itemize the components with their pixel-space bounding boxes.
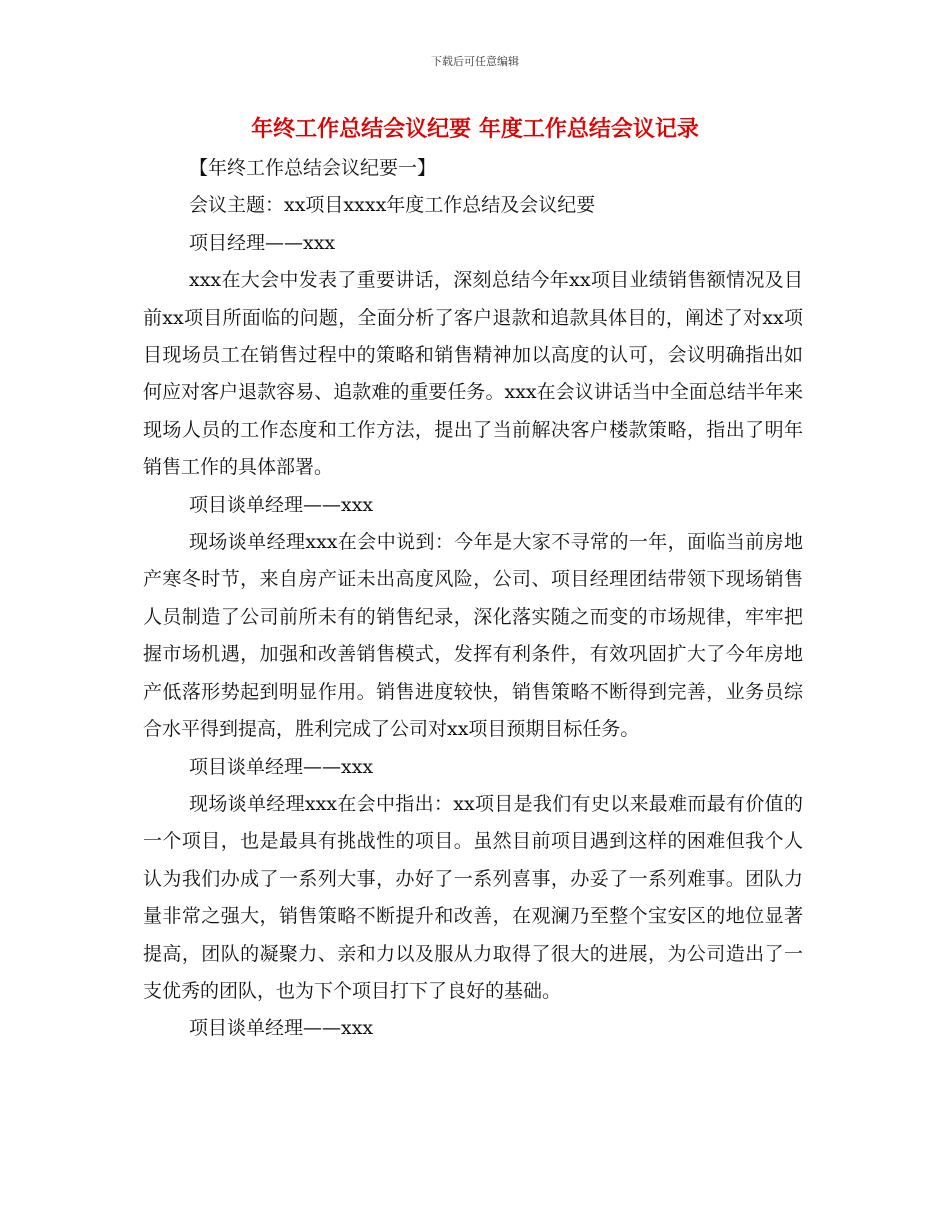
header-note: 下载后可任意编辑 <box>431 55 519 68</box>
section-heading: 【年终工作总结会议纪要一】 <box>189 157 437 179</box>
meeting-topic: 会议主题：xx项目xxxx年度工作总结及会议纪要 <box>189 194 596 217</box>
document-body <box>143 150 803 1048</box>
paragraph: xxx在大会中发表了重要讲话，深刻总结今年xx项目业绩销售额情况及目前xx项目所面临的问题，全面分析了客户退款和追款具体目的，阐述了对xx项目现场员工在销售过程中的策略和销售精神加以高度的认可，会议明确指出如何应对客户退款容易、追款难的重要任务。xxx在会议讲话当中全面总结半年来现场人员的工作态度和工作方法，提出了当前解决客户楼款策略，指出了明年销售工作的具体部署。 <box>143 269 803 479</box>
speaker-heading: 项目谈单经理——xxx <box>189 1017 374 1040</box>
speaker-heading: 项目谈单经理——xxx <box>189 755 374 778</box>
paragraph: 现场谈单经理xxx在会中指出：xx项目是我们有史以来最难而最有价值的一个项目，也是最具有挑战性的项目。虽然目前项目遇到这样的困难但我个人认为我们办成了一系列大事，办好了一系列喜事，办妥了一系列难事。团队力量非常之强大，销售策略不断提升和改善，在观澜乃至整个宝安区的地位显著提高，团队的凝聚力、亲和力以及服从力取得了很大的进展，为公司造出了一支优秀的团队，也为下个项目打下了良好的基础。 <box>143 792 803 1002</box>
paragraph: 现场谈单经理xxx在会中说到：今年是大家不寻常的一年，面临当前房地产寒冬时节，来自房产证未出高度风险，公司、项目经理团结带领下现场销售人员制造了公司前所未有的销售纪录，深化落实随之而变的市场规律，牢牢把握市场机遇，加强和改善销售模式，发挥有利条件，有效巩固扩大了今年房地产低落形势起到明显作用。销售进度较快，销售策略不断得到完善，业务员综合水平得到提高，胜利完成了公司对xx项目预期目标任务。 <box>143 531 803 741</box>
document-title: 年终工作总结会议纪要 年度工作总结会议记录 <box>251 117 699 142</box>
speaker-heading: 项目经理——xxx <box>189 231 336 254</box>
speaker-heading: 项目谈单经理——xxx <box>189 493 374 516</box>
